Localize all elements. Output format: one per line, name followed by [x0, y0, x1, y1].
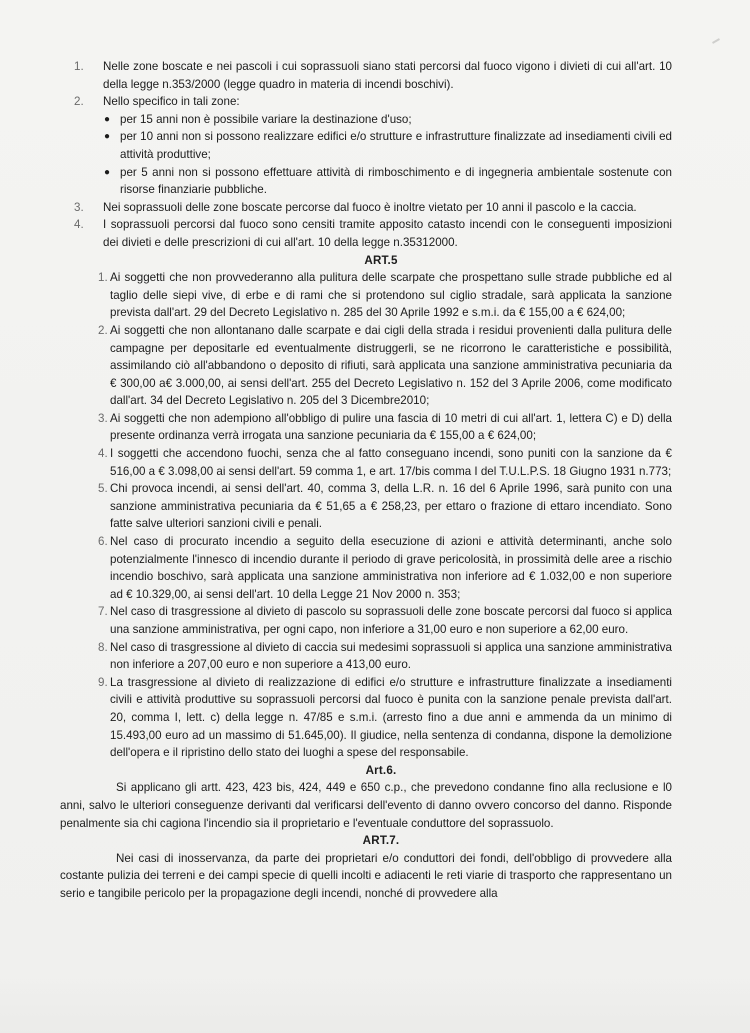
art5-item-8: [60, 639, 672, 674]
bullet-text: per 15 anni non è possibile variare la destinazione d'uso;: [120, 112, 412, 126]
list-number: 7.: [98, 605, 108, 619]
list-text: Nello specifico in tali zone:: [103, 95, 240, 109]
list-text: Ai soggetti che non adempiono all'obbligo di pulire una fascia di 10 metri di cui all'art. 1, lettera C) e D) della presente ordinanza verrà irrogata una sanzione pecuniaria da € 155,00 a € 624,00;: [110, 411, 672, 443]
list-number: 2.: [74, 95, 84, 109]
list-text: Nei soprassuoli delle zone boscate percorse dal fuoco è inoltre vietato per 10 anni il pascolo e la caccia.: [103, 200, 637, 214]
list-text: Nel caso di trasgressione al divieto di pascolo su soprassuoli delle zone boscate percorsi dal fuoco si applica una sanzione amministrativa, per ogni capo, non inferiore a 31,00 euro e non superiore a 62,00 euro.: [110, 605, 672, 636]
list-number: 6.: [98, 535, 108, 549]
list-text: Nel caso di procurato incendio a seguito della esecuzione di azioni e attività determinanti, anche solo potenzialmente l'innesco di incendio durante il periodo di grave pericolosità, in prossimità delle aree a rischio incendio boschivo, sarà applicata una sanzione amministrativa non inferiore ad € 1.032,00 e non superiore ad € 10.329,00, ai sensi dell'art. 10 della Legge 21 Nov 2000 n. 353;: [110, 535, 672, 601]
bullet-text: per 5 anni non si possono effettuare attività di rimboschimento e di ingegneria ambientale sostenute con risorse finanziarie pubbliche.: [120, 165, 672, 197]
list-number: 4.: [74, 218, 84, 232]
art7-heading: ART.7.: [362, 834, 400, 848]
list-text: Nelle zone boscate e nei pascoli i cui soprassuoli siano stati percorsi dal fuoco vigono i divieti di cui all'art. 10 della legge n.353/2000 (legge quadro in materia di incendi boschivi).: [103, 60, 672, 91]
list-text: Chi provoca incendi, ai sensi dell'art. 40, comma 3, della L.R. n. 16 del 6 Aprile 1996, sarà punito con una sanzione amministrativa pecuniaria da € 51,65 a € 258,23, per ettaro o frazione di ettaro incendiato. Sono fatte salve ulteriori sanzioni civili e penali.: [110, 482, 672, 531]
bullet-icon: ●: [104, 166, 111, 178]
intro-item-1: [60, 58, 672, 93]
bullet-icon: ●: [104, 131, 111, 143]
list-number: 8.: [98, 640, 108, 654]
list-number: 9.: [98, 675, 108, 689]
page-mark: [712, 38, 720, 44]
list-text: Ai soggetti che non provvederanno alla pulitura delle scarpate che prospettano sulle strade pubbliche ed al taglio delle siepi vive, di erbe e di rami che si protendono sul ciglio stradale, sarà applicata la sanzione prevista dall'art. 29 del Decreto Legislativo n. 285 del 30 Aprile 1992 e s.m.i. da € 155,00 a € 624,00;: [110, 271, 672, 320]
list-text: I soprassuoli percorsi dal fuoco sono censiti tramite apposito catasto incendi con le conseguenti imposizioni dei divieti e delle prescrizioni di cui all'art. 10 della legge n.35312000.: [103, 218, 672, 249]
list-number: 1.: [98, 271, 108, 285]
bullet-icon: ●: [104, 113, 111, 125]
art5-item-3: [60, 410, 672, 445]
list-text: La trasgressione al divieto di realizzazione di edifici e/o strutture e infrastrutture finalizzate a insediamenti civili e attività produttive su soprassuoli percorsi dal fuoco è punita con la sanzione penale prevista dall'art. 20, comma I, lett. c) della legge n. 47/85 e s.m.i. (arresto fino a due anni e ammenda da un minimo di 15.493,00 euro ad un massimo di 51.645,00). Il giudice, nella sentenza di condanna, dispone la demolizione dell'opera e il ripristino dello stato dei luoghi a spese del responsabile.: [110, 675, 672, 760]
art6-paragraph: Si applicano gli artt. 423, 423 bis, 424, 449 e 650 c.p., che prevedono condanne fino alla reclusione e l0 anni, salvo le ulteriori conseguenze derivanti dal verificarsi dell'evento di danno ovvero concorso del danno. Risponde penalmente sia chi cagiona l'incendio sia il proprietario e l'eventuale conduttore del soprassuolo.: [60, 781, 672, 830]
art5-heading: ART.5: [364, 253, 398, 267]
bullet-item-2: [60, 128, 672, 163]
bottom-shadow: [0, 973, 750, 1033]
list-number: 2.: [98, 323, 108, 337]
art6-heading: Art.6.: [365, 763, 397, 777]
list-text: Ai soggetti che non allontanano dalle scarpate e dai cigli della strada i residui provenienti dalla pulitura delle campagne per depositarle ed eventualmente distruggerli, se ne ricorrono le caratteristiche e possibilità, assimilando ciò all'abbandono o deposito di rifiuti, sarà applicata una sanzione amministrativa pecuniaria da € 300,00 a€ 3.000,00, ai sensi dell'art. 255 del Decreto Legislativo n. 152 del 3 Aprile 2006, come modificato dall'art. 34 del Decreto Legislativo n. 205 del 3 Dicembre2010;: [110, 323, 672, 408]
art5-item-2: [60, 322, 672, 410]
bullet-item-3: [60, 164, 672, 199]
document-body: [60, 58, 672, 903]
list-number: 3.: [98, 411, 108, 425]
bullet-text: per 10 anni non si possono realizzare edifici e/o strutture e infrastrutture finalizzate ad insediamenti civili ed attività produttive;: [120, 130, 672, 161]
art5-item-5: [60, 480, 672, 533]
list-number: 1.: [74, 60, 84, 73]
list-number: 3.: [74, 200, 84, 214]
art5-item-1: [60, 269, 672, 322]
bullet-item-1: [60, 111, 672, 129]
art7-paragraph: Nei casi di inosservanza, da parte dei proprietari e/o conduttori dei fondi, dell'obbligo di provvedere alla costante pulizia dei terreni e dei campi specie di quelli incolti e adiacenti le reti viarie di trasporto che rappresentano un serio e tangibile pericolo per la propagazione degli incendi, nonché di provvedere alla: [60, 851, 672, 900]
intro-item-2: [60, 93, 672, 111]
art5-item-7: [60, 603, 672, 638]
art5-item-6: [60, 533, 672, 603]
list-number: 4.: [98, 447, 108, 461]
list-number: 5.: [98, 482, 108, 496]
intro-item-4: [60, 216, 672, 251]
intro-item-3: [60, 199, 672, 217]
list-text: I soggetti che accendono fuochi, senza che al fatto conseguano incendi, sono puniti con la sanzione da € 516,00 a € 3.098,00 ai sensi dell'art. 59 comma 1, e art. 17/bis comma I del T.U.L.P.S. 18 Giugno 1931 n.773;: [110, 447, 672, 478]
art5-item-4: [60, 445, 672, 480]
list-text: Nel caso di trasgressione al divieto di caccia sui medesimi soprassuoli si applica una sanzione amministrativa non inferiore a 207,00 euro e non superiore a 413,00 euro.: [110, 640, 672, 672]
art5-item-9: [60, 674, 672, 762]
